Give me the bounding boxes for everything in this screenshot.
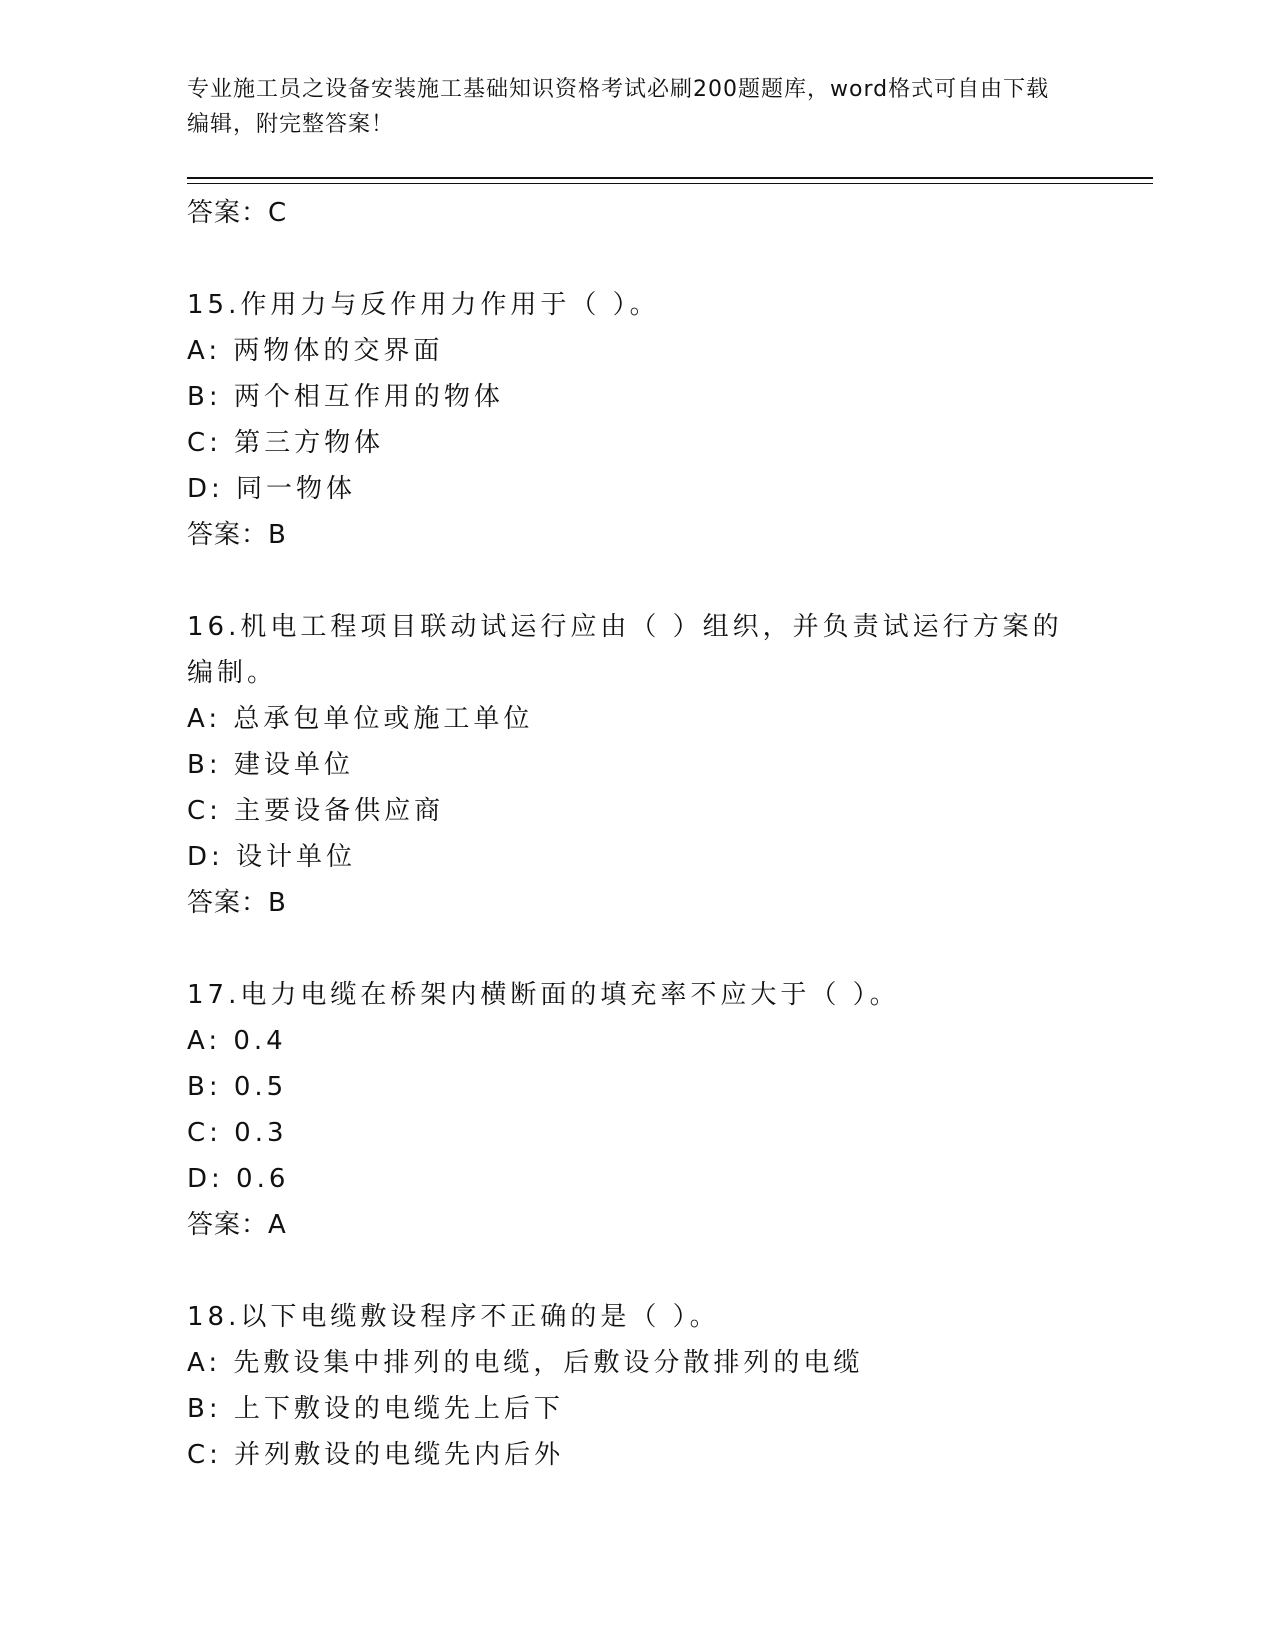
option-c: C: 并列敷设的电缆先内后外 <box>187 1440 565 1470</box>
spacer <box>187 236 1087 282</box>
option-c: C: 第三方物体 <box>187 428 385 458</box>
option-a: A: 0.4 <box>187 1026 287 1056</box>
answer-line: 答案：C <box>187 198 288 228</box>
option-a: A: 先敷设集中排列的电缆，后敷设分散排列的电缆 <box>187 1348 864 1378</box>
question-stem: 15.作用力与反作用力作用于（ ）。 <box>187 290 660 320</box>
option-b: B: 0.5 <box>187 1072 288 1102</box>
option-d: D: 0.6 <box>187 1164 290 1194</box>
question-stem: 17.电力电缆在桥架内横断面的填充率不应大于（ ）。 <box>187 980 900 1010</box>
page-header: 专业施工员之设备安装施工基础知识资格考试必刷200题题库，word格式可自由下载编辑，附完整答案！ <box>187 77 1050 137</box>
option-d: D: 同一物体 <box>187 474 357 504</box>
spacer <box>187 1248 1087 1294</box>
spacer <box>187 926 1087 972</box>
option-d: D: 设计单位 <box>187 842 357 872</box>
question-list <box>187 190 1087 1478</box>
question-stem: 18.以下电缆敷设程序不正确的是（ ）。 <box>187 1302 720 1332</box>
option-a: A: 两物体的交界面 <box>187 336 444 366</box>
question-stem: 16.机电工程项目联动试运行应由（ ）组织，并负责试运行方案的编制。 <box>187 612 1063 688</box>
question-block <box>187 282 1087 558</box>
spacer <box>187 558 1087 604</box>
header-divider-thick <box>187 177 1153 179</box>
answer-line: 答案：B <box>187 520 287 550</box>
option-c: C: 主要设备供应商 <box>187 796 445 826</box>
question-block <box>187 1294 1087 1478</box>
option-b: B: 建设单位 <box>187 750 354 780</box>
option-b: B: 上下敷设的电缆先上后下 <box>187 1394 564 1424</box>
question-block <box>187 604 1087 926</box>
header-divider-thin <box>187 183 1153 184</box>
answer-line: 答案：A <box>187 1210 287 1240</box>
option-b: B: 两个相互作用的物体 <box>187 382 504 412</box>
question-block <box>187 972 1087 1248</box>
option-c: C: 0.3 <box>187 1118 288 1148</box>
answer-line: 答案：B <box>187 888 287 918</box>
option-a: A: 总承包单位或施工单位 <box>187 704 534 734</box>
